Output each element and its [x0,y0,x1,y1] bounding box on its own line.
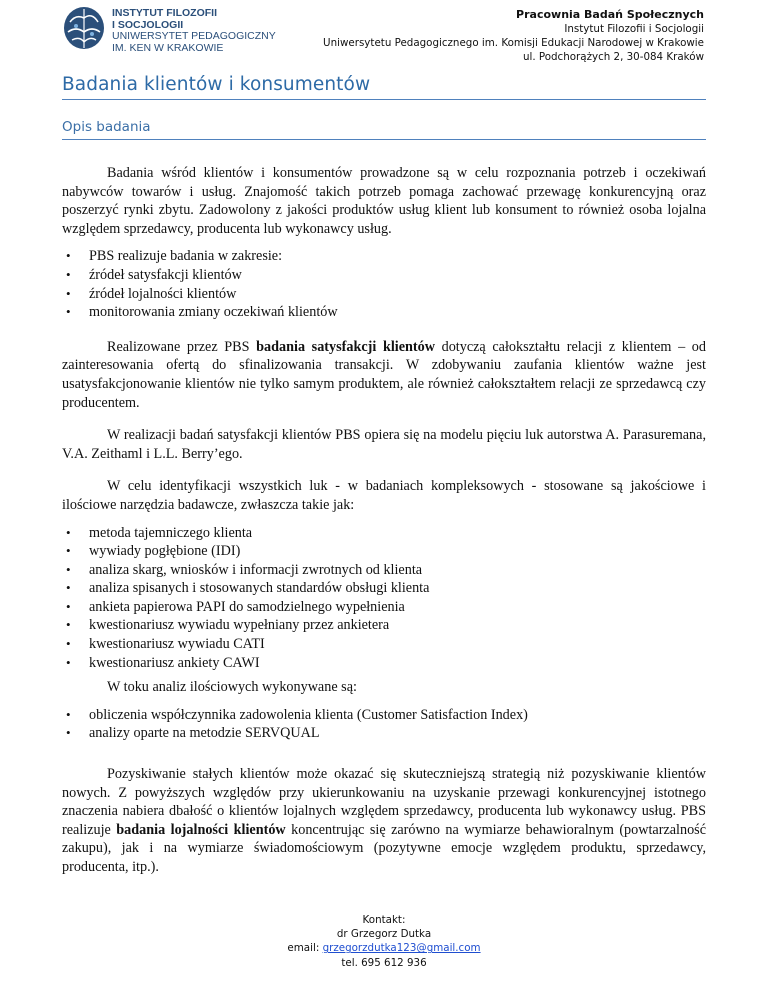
section-heading: Opis badania [62,119,706,140]
header-org-name: Pracownia Badań Społecznych [516,8,704,21]
bold-satisfaction-term: badania satysfakcji klientów [256,338,435,355]
header-address: ul. Podchorążych 2, 30-084 Kraków [522,51,704,63]
contact-email-line: email: grzegorzdutka123@gmail.com [287,942,481,955]
contact-label: Kontakt: [362,914,406,926]
methods-list [62,524,706,673]
list-item: • analizy oparte na metodzie SERVQUAL [62,724,706,743]
contact-phone: tel. 695 612 936 [341,956,427,969]
list-item: • PBS realizuje badania w zakresie: [62,247,706,266]
scope-list [62,247,706,321]
list-item: • analiza spisanych i stosowanych standardów obsługi klienta [62,579,706,598]
paragraph-loyalty: Pozyskiwanie stałych klientów może okazać się skuteczniejszą strategią niż pozyskiwanie klientów nowych. Z powyższych względów przy ukierunkowaniu na uzyskanie przewagi konkurencyjnej istotnego znaczenia nabiera dbałość o klientów lojalnych względem sprzedawcy, producenta lub wykonawcy usług. PBS realizuje badania lojalności klientów koncentrując się zarówno na wymiarze behawioralnym (powtarzalność zakupu), jak i na wymiarze świadomościowym (pozytywne emocje względem produktu, sprzedawcy, producenta, itp.). [62,766,706,875]
paragraph-quant-intro: W toku analiz ilościowych wykonywane są: [107,679,357,696]
list-item: • metoda tajemniczego klienta [62,524,706,543]
contact-footer [0,913,768,970]
page-title: Badania klientów i konsumentów [62,74,706,100]
list-item: • kwestionariusz wywiadu wypełniany przez ankietera [62,616,706,635]
list-item: • kwestionariusz ankiety CAWI [62,654,706,673]
list-item: • źródeł lojalności klientów [62,285,706,304]
paragraph-tools-intro: W celu identyfikacji wszystkich luk - w badaniach kompleksowych - stosowane są jakościowe i ilościowe narzędzia badawcze, zwłaszcza takie jak: [62,478,706,513]
document-body [62,164,706,877]
brain-logo-icon [62,4,106,54]
list-item: • wywiady pogłębione (IDI) [62,542,706,561]
logo-line-3: UNIWERSYTET PEDAGOGICZNY [112,30,276,42]
email-link[interactable]: grzegorzdutka123@gmail.com [322,942,481,955]
paragraph-gap-model: W realizacji badań satysfakcji klientów PBS opiera się na modelu pięciu luk autorstwa A. Parasuremana, V.A. Zeithaml i L.L. Berry’ego. [62,427,706,462]
list-item: • monitorowania zmiany oczekiwań klientów [62,303,706,322]
header-university: Uniwersytetu Pedagogicznego im. Komisji Edukacji Narodowej w Krakowie [323,37,704,49]
institute-logo [62,4,276,60]
list-item: • kwestionariusz wywiadu CATI [62,635,706,654]
logo-line-4: IM. KEN W KRAKOWIE [112,41,224,54]
list-item: • źródeł satysfakcji klientów [62,266,706,285]
logo-line-1: INSTYTUT FILOZOFII [112,7,217,19]
list-item: • obliczenia współczynnika zadowolenia klienta (Customer Satisfaction Index) [62,706,706,725]
paragraph-intro: Badania wśród klientów i konsumentów prowadzone są w celu rozpoznania potrzeb i oczekiwań nabywców towarów i usług. Znajomość takich potrzeb pomaga zachować przewagę konkurencyjną oraz poszerzyć rynki zbytu. Zadowolony z jakości produktów usług klient lub konsument to również osoba lojalna względem sprzedawcy, producenta lub wykonawcy usług. [62,165,706,237]
paragraph-satisfaction: Realizowane przez PBS badania satysfakcji klientów dotyczą całokształtu relacji z klientem – od zainteresowania ofertą do sfinalizowania transakcji. W zdobywaniu zaufania klientów ważne jest usatysfakcjonowanie klientów nie tylko samym produktem, ale również całokształtem relacji ze sprzedawcą czy producentem. [62,338,706,411]
quant-list [62,706,706,743]
bold-loyalty-term: badania lojalności klientów [116,821,286,838]
logo-line-2: I SOCJOLOGII [112,18,184,31]
page-header [323,8,704,64]
list-item: • ankieta papierowa PAPI do samodzielnego wypełnienia [62,598,706,617]
header-institute: Instytut Filozofii i Socjologii [564,23,704,35]
list-item: • analiza skarg, wniosków i informacji zwrotnych od klienta [62,561,706,580]
logo-wordmark [112,8,276,54]
contact-name: dr Grzegorz Dutka [336,928,432,941]
